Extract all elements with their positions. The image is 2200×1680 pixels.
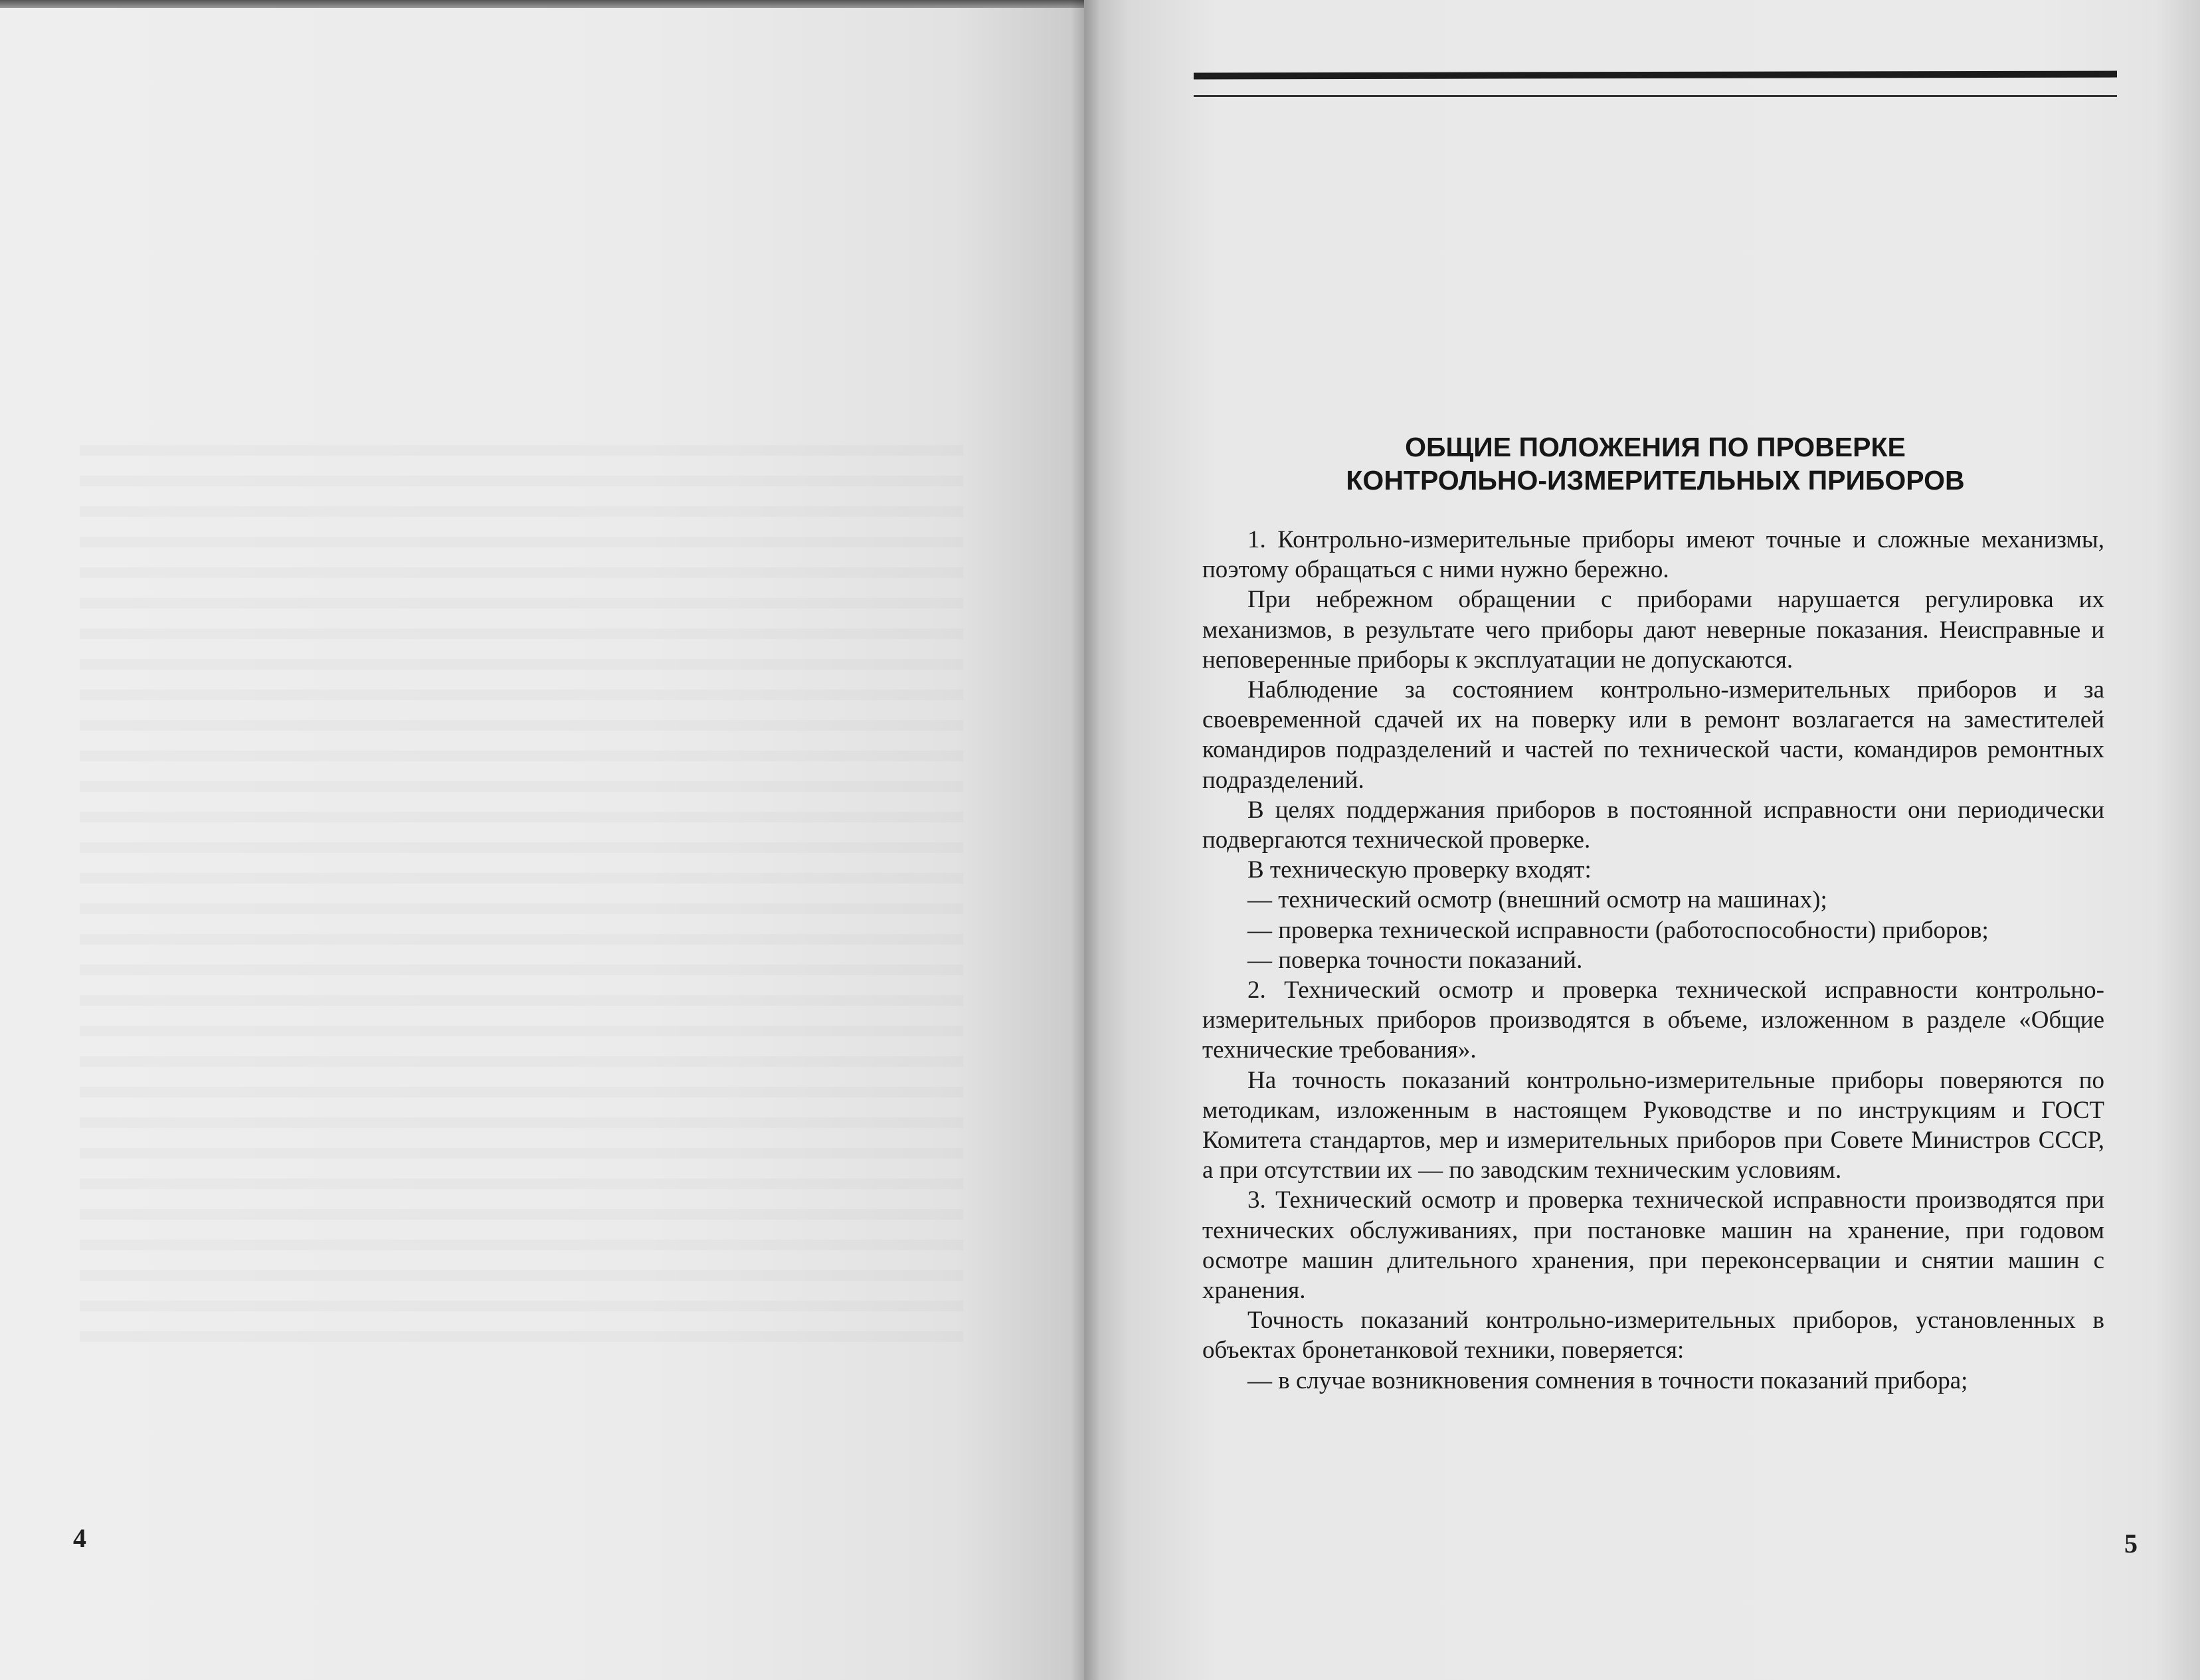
paragraph: Точность показаний контрольно-измерительных приборов, установленных в объектах бронетанковой техники, поверяется: — [1202, 1307, 2104, 1364]
paragraph: Наблюдение за состоянием контрольно-измерительных приборов и за своевременной сдачей их на поверку или в ремонт возлагается на заместителей командиров подразделений и частей по технической части, командиров ремонтных подразделений. — [1202, 676, 2104, 794]
paragraph: 3. Технический осмотр и проверка технической исправности производятся при технических обслуживаниях, при постановке машин на хранение, при годовом осмотре машин длительного хранения, при переконсервации и снятии машин с хранения. — [1202, 1186, 2104, 1305]
header-rule-thick — [1194, 71, 2117, 80]
paragraph: 1. Контрольно-измерительные приборы имеют точные и сложные механизмы, поэтому обращаться с ними нужно бережно. — [1202, 526, 2104, 584]
body-text — [1202, 525, 2104, 1396]
header-rule-thin — [1194, 95, 2117, 97]
show-through-text — [80, 425, 963, 1355]
page-number-right: 5 — [2124, 1529, 2138, 1558]
book-spine-shadow — [1071, 0, 1100, 1680]
section-title-line-2: КОНТРОЛЬНО-ИЗМЕРИТЕЛЬНЫХ ПРИБОРОВ — [1346, 465, 1965, 496]
section-title — [1204, 430, 2107, 497]
page-number-left: 4 — [73, 1523, 86, 1553]
list-item: — технический осмотр (внешний осмотр на машинах); — [1247, 886, 1827, 914]
list-item: — поверка точности показаний. — [1247, 946, 1583, 974]
paragraph: В целях поддержания приборов в постоянной исправности они периодически подвергаются технической проверке. — [1202, 796, 2104, 854]
right-page — [1084, 0, 2200, 1680]
paragraph: 2. Технический осмотр и проверка технической исправности контрольно-измерительных приборов производятся в объеме, изложенном в разделе «Общие технические требования». — [1202, 977, 2104, 1064]
section-title-line-1: ОБЩИЕ ПОЛОЖЕНИЯ ПО ПРОВЕРКЕ — [1405, 432, 1906, 462]
list-item: — в случае возникновения сомнения в точности показаний прибора; — [1247, 1366, 1968, 1394]
paragraph: В техническую проверку входят: — [1247, 856, 1592, 884]
list-item: — проверка технической исправности (работоспособности) приборов; — [1247, 916, 1989, 944]
paragraph: На точность показаний контрольно-измерительные приборы поверяются по методикам, изложенным в настоящем Руководстве и по инструкциям и ГОСТ Комитета стандартов, мер и измерительных приборов при Совете Министров СССР, а при отсутствии их — по заводским техническим условиям. — [1202, 1066, 2104, 1184]
scan-edge-shadow — [0, 0, 1084, 8]
paragraph: При небрежном обращении с приборами нарушается регулировка их механизмов, в результате чего приборы дают неверные показания. Неисправные и неповеренные приборы к эксплуатации не допускаются. — [1202, 586, 2104, 674]
left-page — [0, 0, 1084, 1680]
